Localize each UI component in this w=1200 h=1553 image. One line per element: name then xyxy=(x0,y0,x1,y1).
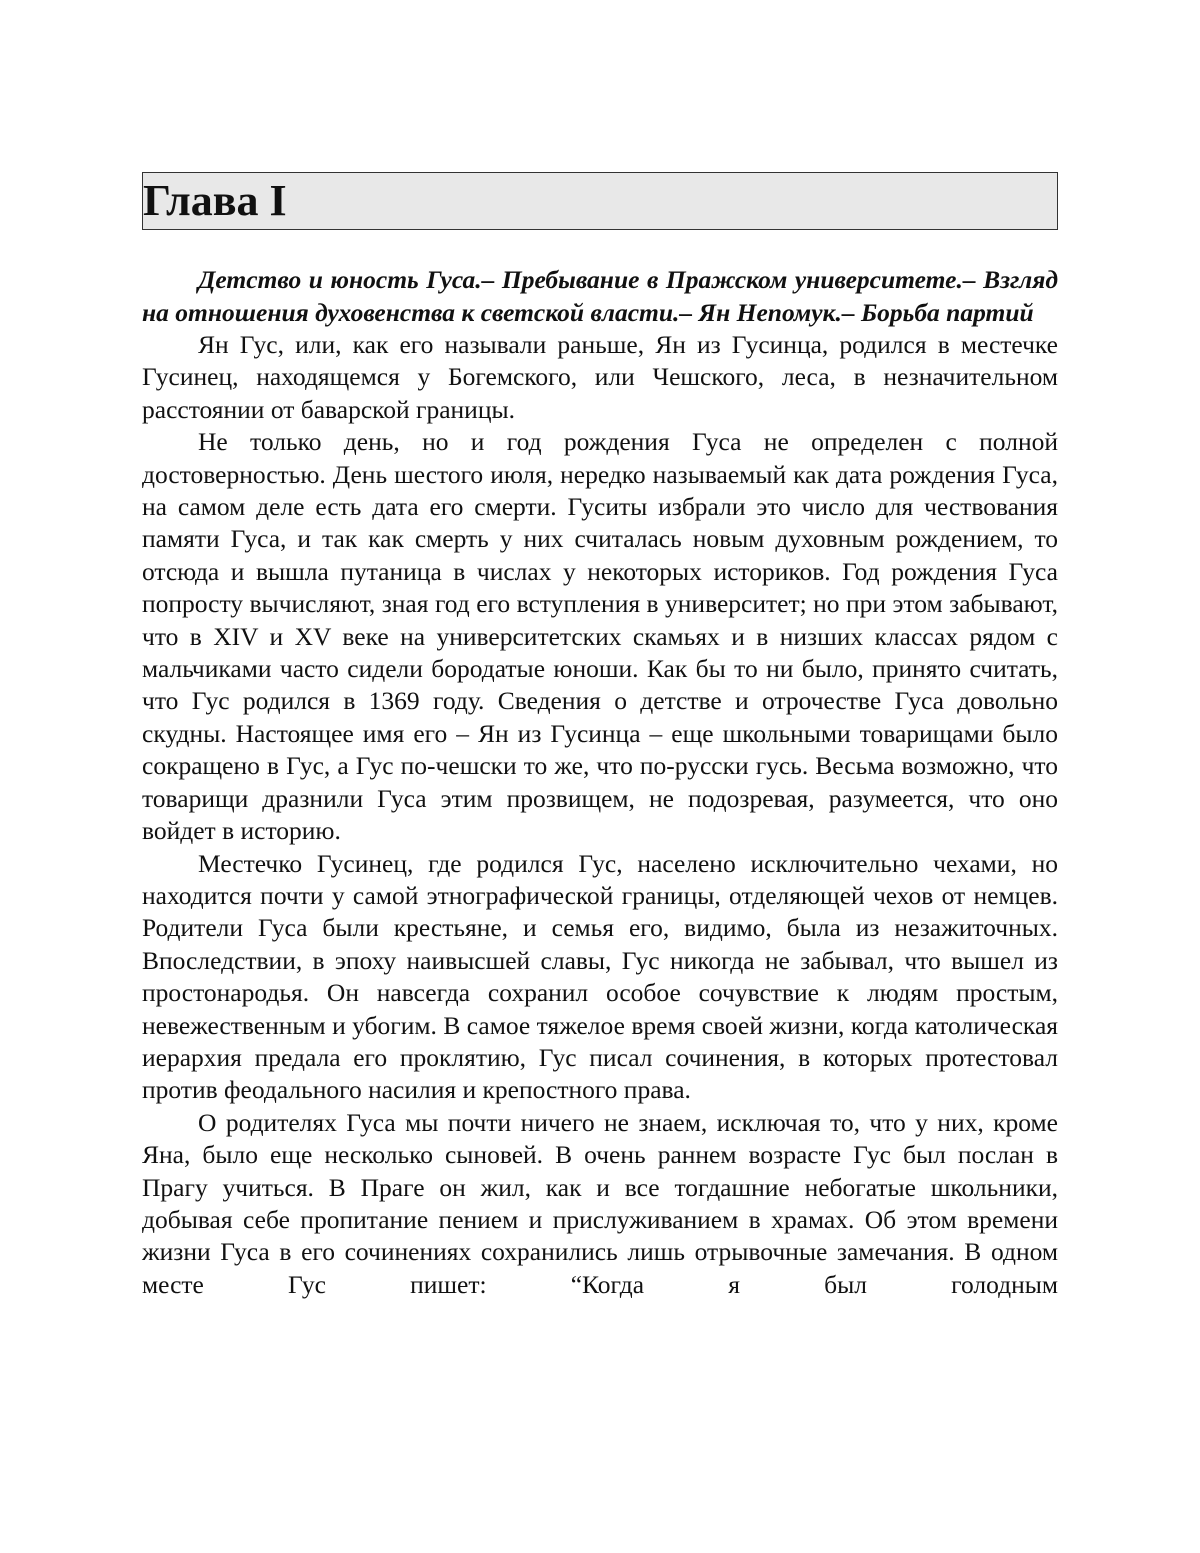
chapter-summary: Детство и юность Гуса.– Пребывание в Пражском университете.– Взгляд на отношения духовенства к светской власти.– Ян Непомук.– Борьба партий xyxy=(142,265,1058,327)
chapter-title: Глава I xyxy=(143,176,287,225)
page xyxy=(142,172,1058,1301)
paragraph-4: О родителях Гуса мы почти ничего не знаем, исключая то, что у них, кроме Яна, было еще несколько сыновей. В очень раннем возрасте Гус был послан в Прагу учиться. В Праге он жил, как и все тогдашние небогатые школьники, добывая себе пропитание пением и прислуживанием в храмах. Об этом времени жизни Гуса в его сочинениях сохранились лишь отрывочные замечания. В одном месте Гус пишет: “Когда я был голодным xyxy=(142,1107,1058,1299)
chapter-heading-box xyxy=(142,172,1058,230)
paragraph-2: Не только день, но и год рождения Гуса не определен с полной достоверностью. День шестого июля, нередко называемый как дата рождения Гуса, на самом деле есть дата его смерти. Гуситы избрали это число для чествования памяти Гуса, и так как смерть у них считалась новым духовным рождением, то отсюда и вышла путаница в числах у некоторых историков. Год рождения Гуса попросту вычисляют, зная год его вступления в университет; но при этом забывают, что в XIV и XV веке на университетских скамьях и в низших классах рядом с мальчиками часто сидели бородатые юноши. Как бы то ни было, принято считать, что Гус родился в 1369 году. Сведения о детстве и отрочестве Гуса довольно скудны. Настоящее имя его – Ян из Гусинца – еще школьными товарищами было сокращено в Гус, а Гус по-чешски то же, что по-русски гусь. Весьма возможно, что товарищи дразнили Гуса этим прозвищем, не подозревая, разумеется, что оно войдет в историю. xyxy=(142,427,1058,846)
paragraph-3: Местечко Гусинец, где родился Гус, населено исключительно чехами, но находится почти у самой этнографической границы, отделяющей чехов от немцев. Родители Гуса были крестьяне, и семья его, видимо, была из незажиточных. Впоследствии, в эпоху наивысшей славы, Гус никогда не забывал, что вышел из простонародья. Он навсегда сохранил особое сочувствие к людям простым, невежественным и убогим. В самое тяжелое время своей жизни, когда католическая иерархия предала его проклятию, Гус писал сочинения, в которых протестовал против феодального насилия и крепостного права. xyxy=(142,848,1058,1105)
paragraph-1: Ян Гус, или, как его называли раньше, Ян из Гусинца, родился в местечке Гусинец, находящемся у Богемского, или Чешского, леса, в незначительном расстоянии от баварской границы. xyxy=(142,330,1058,424)
